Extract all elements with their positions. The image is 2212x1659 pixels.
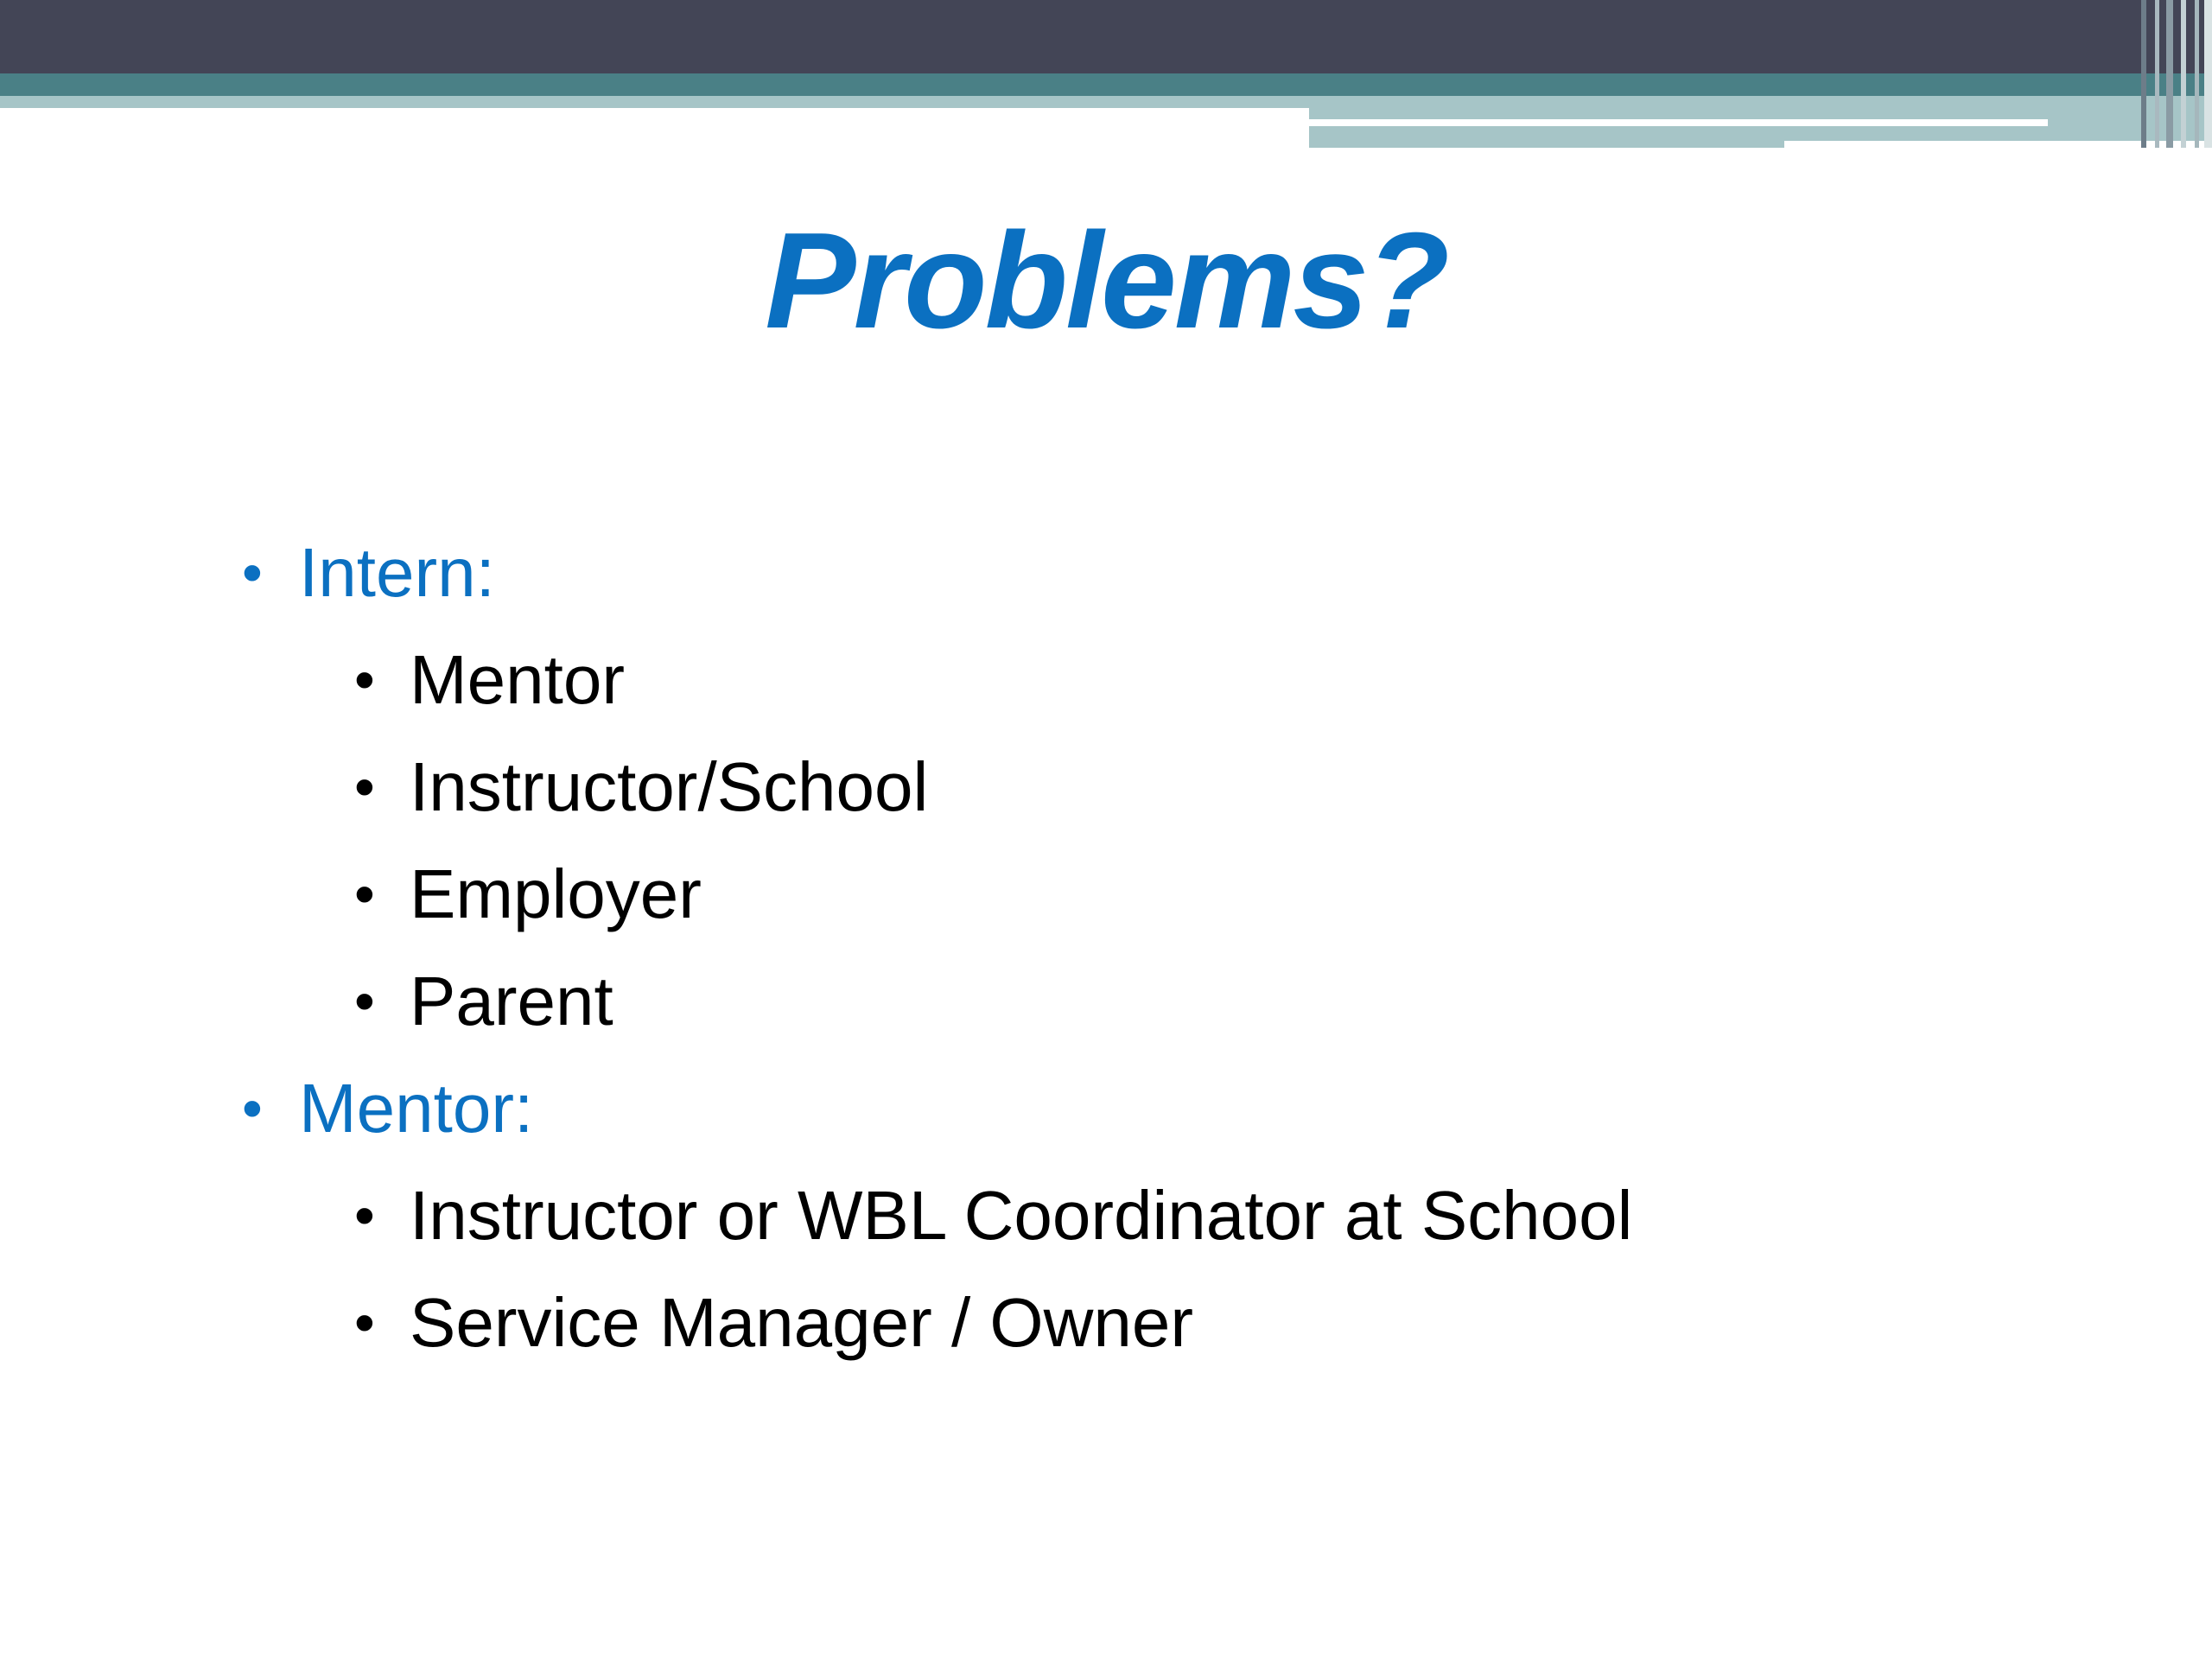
slide-title: Problems?	[765, 205, 1447, 357]
sub-bullet-label: Parent	[410, 963, 613, 1039]
bullet-marker: •	[354, 1290, 375, 1356]
bullet-marker: •	[242, 1076, 263, 1141]
bullet-marker: •	[354, 1183, 375, 1249]
bullet-label: Mentor:	[299, 1070, 534, 1147]
bullet-marker: •	[354, 861, 375, 927]
header-stripe	[2204, 0, 2212, 148]
bullet-label: Intern:	[299, 534, 495, 611]
bullet-item-mentor	[0, 1067, 2212, 1174]
sub-bullet-item	[0, 639, 2212, 746]
sub-bullet-label: Instructor or WBL Coordinator at School	[410, 1177, 1633, 1254]
sub-bullet-item	[0, 1281, 2212, 1389]
header-bar-teal	[0, 73, 2212, 96]
sub-bullet-item	[0, 1174, 2212, 1281]
header-bar-right-line-2	[1784, 141, 2212, 148]
sub-bullet-label: Instructor/School	[410, 748, 929, 825]
header-stripe	[2166, 0, 2173, 148]
header-stripe	[2141, 0, 2146, 148]
sub-bullet-item	[0, 746, 2212, 853]
sub-bullet-item	[0, 960, 2212, 1067]
header-bar-dark	[0, 0, 2212, 73]
bullet-item-intern	[0, 531, 2212, 639]
sub-bullet-label: Employer	[410, 855, 702, 932]
header-stripe	[2155, 0, 2159, 148]
sub-bullet-item	[0, 853, 2212, 960]
sub-bullet-label: Service Manager / Owner	[410, 1284, 1194, 1361]
bullet-marker: •	[354, 969, 375, 1034]
header-stripe	[2195, 0, 2199, 148]
bullet-marker: •	[354, 647, 375, 713]
sub-bullet-label: Mentor	[410, 641, 625, 718]
bullet-marker: •	[242, 540, 263, 606]
bullet-marker: •	[354, 754, 375, 820]
header-bar-light	[0, 96, 1309, 108]
header-stripe	[2181, 0, 2186, 148]
header-bar-right-line-1	[1309, 119, 2048, 126]
bullet-list	[0, 531, 2212, 1389]
